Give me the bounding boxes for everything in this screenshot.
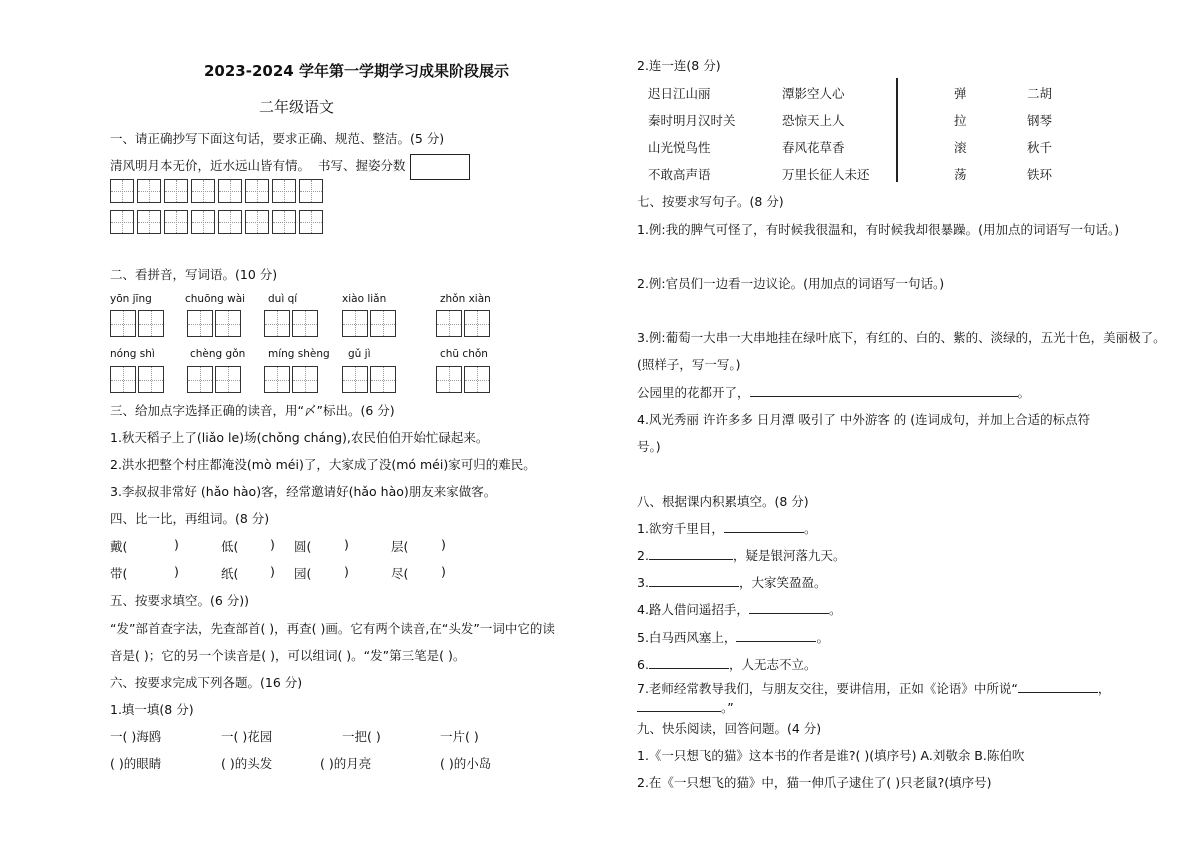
fill-phrase: ( )的头发 <box>221 756 273 771</box>
question-item: 1.秋天稻子上了(liǎo le)场(chǒng cháng),农民伯伯开始忙碌起来。 <box>110 430 489 445</box>
pinyin: xiào liǎn <box>342 293 387 305</box>
pinyin: yōn jīng <box>110 293 152 305</box>
sentence-question: 1.例:我的脾气可怪了，有时候我很温和，有时候我却很暴躁。(用加点的词语写一句话。) <box>637 222 1120 237</box>
pinyin-box[interactable] <box>110 310 164 337</box>
match-item[interactable]: 山光悦鸟性 <box>648 140 711 155</box>
compare-char: 园( <box>294 566 312 581</box>
sentence-question: 号。) <box>637 439 661 454</box>
fill-phrase: ( )的月亮 <box>320 756 372 771</box>
blank-close[interactable]: ) <box>270 564 275 579</box>
question-item: 3.李叔叔非常好 (hǎo hào)客，经常邀请好(hǎo hào)朋友来家做客。 <box>110 484 497 499</box>
pinyin-box[interactable] <box>342 366 396 393</box>
pinyin-box[interactable] <box>436 366 490 393</box>
match-item[interactable]: 铁环 <box>1027 167 1053 182</box>
compare-char: 圆( <box>294 539 312 554</box>
fill-blank-item: 4.路人借问遥招手， 。 <box>637 602 842 617</box>
match-item[interactable]: 秋千 <box>1027 140 1053 155</box>
answer-blank[interactable] <box>750 384 1018 397</box>
answer-blank[interactable] <box>724 520 804 533</box>
fill-phrase: 一( )花园 <box>221 729 273 744</box>
section-2-heading: 二、看拼音，写词语。(10 分) <box>110 267 278 282</box>
pinyin: chèng gǒn <box>190 348 246 360</box>
section-9-heading: 九、快乐阅读，回答问题。(4 分) <box>637 721 822 736</box>
answer-blank[interactable] <box>649 656 729 669</box>
writing-grid-row-2[interactable] <box>110 210 323 234</box>
pinyin: chuōng wài <box>185 293 246 305</box>
section-7-heading: 七、按要求写句子。(8 分) <box>637 194 784 209</box>
blank-close[interactable]: ) <box>174 564 179 579</box>
compare-char: 低( <box>221 539 239 554</box>
compare-char: 尽( <box>391 566 409 581</box>
answer-blank[interactable] <box>649 574 739 587</box>
score-label: 书写、握姿分数 <box>318 158 406 173</box>
page-title: 2023-2024 学年第一学期学习成果阶段展示 <box>204 62 509 80</box>
pinyin-box[interactable] <box>187 310 241 337</box>
fill-blank-item: 3. ，大家笑盈盈。 <box>637 575 827 590</box>
fill-blank-item: 2. ，疑是银河落九天。 <box>637 548 846 563</box>
match-item[interactable]: 春风花草香 <box>782 140 845 155</box>
blank-close[interactable]: ) <box>270 537 275 552</box>
answer-blank[interactable] <box>1018 680 1098 693</box>
answer-blank[interactable] <box>736 629 816 642</box>
right-column <box>600 0 1200 847</box>
copy-sentence: 清风明月本无价，近水远山皆有情。 <box>110 158 311 173</box>
pinyin: chū chǒn <box>440 348 488 360</box>
pinyin: míng shèng <box>268 348 330 360</box>
fill-phrase: 一( )海鸥 <box>110 729 162 744</box>
blank-close[interactable]: ) <box>441 564 446 579</box>
fill-blank-item: 5.白马西风塞上， 。 <box>637 630 829 645</box>
fill-line: 音是( )；它的另一个读音是( )，可以组词( )。“发”第三笔是( )。 <box>110 648 466 663</box>
section-6-2-heading: 2.连一连(8 分) <box>637 58 721 73</box>
sentence-prefix: 公园里的花都开了， <box>637 385 750 400</box>
compare-char: 带( <box>110 566 128 581</box>
pinyin-box[interactable] <box>342 310 396 337</box>
pinyin: duì qí <box>268 293 298 305</box>
pinyin-box[interactable] <box>110 366 164 393</box>
match-divider-line <box>896 78 898 182</box>
compare-char: 层( <box>391 539 409 554</box>
pinyin-box[interactable] <box>264 310 318 337</box>
match-item[interactable]: 滚 <box>954 140 967 155</box>
fill-phrase: 一片( ) <box>440 729 479 744</box>
section-4-heading: 四、比一比，再组词。(8 分) <box>110 511 270 526</box>
match-item[interactable]: 不敢高声语 <box>648 167 711 182</box>
fill-blank-item: 7.老师经常教导我们，与朋友交往，要讲信用，正如《论语》中所说“ ， <box>637 681 1111 696</box>
blank-close[interactable]: ) <box>344 537 349 552</box>
match-item[interactable]: 拉 <box>954 113 967 128</box>
writing-grid-row-1[interactable] <box>110 179 323 203</box>
sentence-question: 2.例:官员们一边看一边议论。(用加点的词语写一句话。) <box>637 276 945 291</box>
match-item[interactable]: 钢琴 <box>1027 113 1053 128</box>
section-8-heading: 八、根据课内积累填空。(8 分) <box>637 494 809 509</box>
answer-blank[interactable] <box>749 601 829 614</box>
blank-close[interactable]: ) <box>174 537 179 552</box>
match-item[interactable]: 恐惊天上人 <box>782 113 845 128</box>
sentence-question: 4.风光秀丽 许许多多 日月潭 吸引了 中外游客 的 (连词成句，并加上合适的标点符 <box>637 412 1091 427</box>
pinyin: zhǒn xiàn <box>440 293 491 305</box>
answer-blank[interactable] <box>637 699 721 712</box>
fill-blank-item: 1.欲穷千里目， 。 <box>637 521 817 536</box>
compare-char: 戴( <box>110 539 128 554</box>
match-item[interactable]: 迟日江山丽 <box>648 86 711 101</box>
score-box[interactable] <box>410 154 470 180</box>
fill-phrase: ( )的小岛 <box>440 756 492 771</box>
match-item[interactable]: 弹 <box>954 86 967 101</box>
sentence-suffix: 。 <box>1017 385 1031 400</box>
section-1-heading: 一、请正确抄写下面这句话，要求正确、规范、整洁。(5 分) <box>110 131 445 146</box>
match-item[interactable]: 荡 <box>954 167 967 182</box>
blank-close[interactable]: ) <box>441 537 446 552</box>
pinyin: gǔ jì <box>348 348 371 360</box>
fill-phrase: ( )的眼睛 <box>110 756 162 771</box>
blank-close[interactable]: ) <box>344 564 349 579</box>
subsection-heading: 1.填一填(8 分) <box>110 702 194 717</box>
fill-blank-item: 6. ，人无志不立。 <box>637 657 817 672</box>
fill-blank-item: 。” <box>637 698 734 716</box>
match-item[interactable]: 潭影空人心 <box>782 86 845 101</box>
pinyin: nóng shì <box>110 348 155 360</box>
section-3-heading: 三、给加点字选择正确的读音，用“〆”标出。(6 分) <box>110 403 395 418</box>
reading-question: 1.《一只想飞的猫》这本书的作者是谁?( )(填序号) A.刘敬余 B.陈伯吹 <box>637 748 1025 763</box>
answer-blank[interactable] <box>649 547 733 560</box>
pinyin-box[interactable] <box>187 366 241 393</box>
section-6-heading: 六、按要求完成下列各题。(16 分) <box>110 675 303 690</box>
page-subtitle: 二年级语文 <box>259 98 335 116</box>
sentence-answer-line[interactable] <box>637 383 1030 401</box>
match-item[interactable]: 二胡 <box>1027 86 1053 101</box>
section-5-heading: 五、按要求填空。(6 分)) <box>110 593 250 608</box>
reading-question: 2.在《一只想飞的猫》中，猫一伸爪子逮住了( )只老鼠?(填序号) <box>637 775 992 790</box>
match-item[interactable]: 秦时明月汉时关 <box>648 113 736 128</box>
sentence-question: 3.例:葡萄一大串一大串地挂在绿叶底下，有红的、白的、紫的、淡绿的，五光十色，美丽极了。 <box>637 330 1166 345</box>
compare-char: 纸( <box>221 566 239 581</box>
pinyin-box[interactable] <box>436 310 490 337</box>
match-item[interactable]: 万里长征人未还 <box>782 167 870 182</box>
fill-line: “发”部首查字法，先查部首( )，再查( )画。它有两个读音,在“头发”一词中它的读 <box>110 621 555 636</box>
sentence-question: (照样子，写一写。) <box>637 357 741 372</box>
question-item: 2.洪水把整个村庄都淹没(mò méi)了，大家成了没(mó méi)家可归的难民。 <box>110 457 536 472</box>
fill-phrase: 一把( ) <box>342 729 381 744</box>
pinyin-box[interactable] <box>264 366 318 393</box>
